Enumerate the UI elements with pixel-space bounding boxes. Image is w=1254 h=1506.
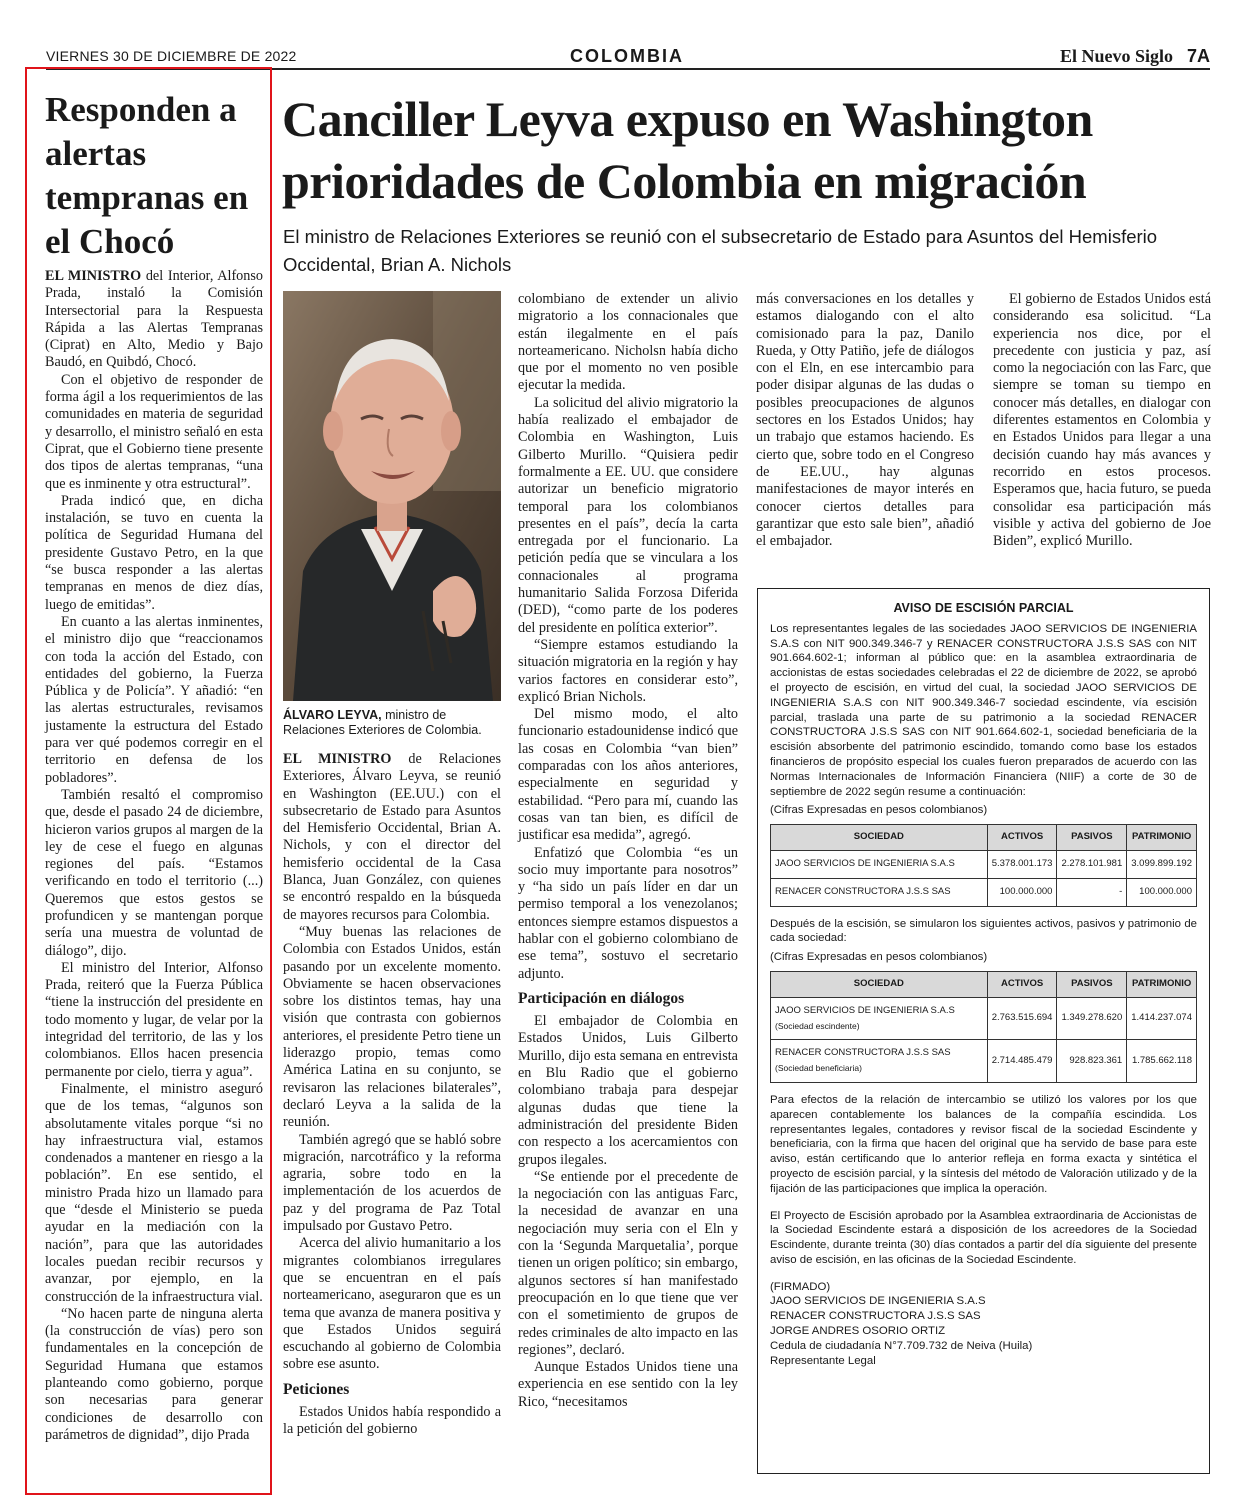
paragraph: “Muy buenas las relaciones de Colombia con Estados Unidos, están pasando por un excelente momento. Obviamente se hacen observaciones sobre los distintos temas, hay una visión que contrasta con gobiernos anteriores, el presidente Petro tiene un liderazgo propio, temas como América Latina en su conjunto, se revisaron las relaciones bilaterales”, declaró Leyva a la salida de la reunión. — [283, 923, 501, 1131]
company-name: RENACER CONSTRUCTORA J.S.S SAS — [775, 1047, 951, 1059]
section-title: COLOMBIA — [570, 46, 684, 66]
paragraph: “Se entiende por el precedente de la negociación con las antiguas Farc, la necesidad de avanzar en una negociación muy seria con el Eln y con la ‘Segunda Marquetalia’, porque tienen un origen político; sin embargo, algunos sectores sí han manifestado preocupación en lo que tiene que ver con el sometimiento de grupos de redes criminales de alto impacto en las regiones”, declaró. — [518, 1168, 738, 1358]
paragraph: “No hacen parte de ninguna alerta (la construcción de vías) pero son fundamentales en la concepción de Seguridad Humana que estamos planteando como gobierno, porque son necesarias para generar condiciones de desarrollo con parámetros de dignidad”, dijo Prada — [45, 1305, 263, 1443]
table-row — [771, 878, 1197, 906]
table-cell: 3.099.899.192 — [1127, 850, 1197, 878]
subheading-peticiones: Peticiones — [283, 1380, 350, 1398]
table-cell: 1.349.278.620 — [1057, 997, 1127, 1040]
table-header: PATRIMONIO — [1127, 825, 1197, 851]
paragraph: Enfatizó que Colombia “es un socio muy importante para nosotros” y “ha sido un país líder en dar un permiso temporal a los venezolanos; entonces siempre estamos dispuestos a hablar con el gobierno colombiano de ese tema”, sostuvo el secretario adjunto. — [518, 844, 738, 982]
paragraph: La solicitud del alivio migratorio la había realizado el embajador de Colombia en Washington, Luis Gilberto Murillo. “Quisiera pedir formalmente a EE. UU. que considere autorizar un beneficio migratorio temporal para los colombianos presentes en el país”, decía la carta entregada por el funcionario. La petición pedía que se vinculara a los connacionales al programa humanitario Salida Forzosa Diferida (DED), “como parte de los poderes del presidente en política exterior”. — [518, 394, 738, 636]
paragraph: También resaltó el compromiso que, desde el pasado 24 de diciembre, hicieron varios grupos al margen de la ley de cese el fuego en algunas regiones del país. “Estamos verificando en todo el territorio (...) Queremos que estos gestos se profundicen y se mantengan porque sería una muestra de voluntad de diálogo”, dijo. — [45, 786, 263, 959]
signature-line: Cedula de ciudadanía N°7.709.732 de Neiva (Huila) — [770, 1339, 1033, 1352]
table-row — [771, 1040, 1197, 1083]
paragraph: El ministro del Interior, Alfonso Prada, reiteró que la Fuerza Pública “tiene la instrucción del presidente en todo momento y lugar, de velar por la integridad del territorio, de las y los colombianos. Ellos hacen presencia permanente por cielo, tierra y agua”. — [45, 959, 263, 1080]
spacer — [770, 1268, 1197, 1280]
left-article-lead — [45, 268, 263, 372]
table-cell: 2.278.101.981 — [1057, 850, 1127, 878]
table-header: PATRIMONIO — [1127, 971, 1197, 997]
paragraph: Aunque Estados Unidos tiene una experiencia en ese sentido con la ley Rico, “necesitamos — [518, 1359, 738, 1410]
main-col-2 — [518, 291, 738, 1411]
lead-text: de Relaciones Exteriores, Álvaro Leyva, se reunió en Washington (EE.UU.) con el subsecretario de Estado para Asuntos del Hemisferio Occidental, Brian A. Nichols, y con el director del hemisferio occidental de la Casa Blanca, Juan González, con quienes se encontró respaldo en la búsqueda de mayores recursos para Colombia. — [283, 751, 501, 923]
signature-line: Representante Legal — [770, 1354, 876, 1367]
page-number: 7A — [1186, 46, 1210, 66]
table-cell: 5.378.001.173 — [987, 850, 1057, 878]
photo-caption — [283, 708, 501, 738]
main-subhead: El ministro de Relaciones Exteriores se reunió con el subsecretario de Estado para Asuntos del Hemisferio Occidental, Brian A. Nichols — [283, 226, 1158, 275]
table-cell: 2.763.515.694 — [987, 997, 1057, 1040]
signature-line: (FIRMADO) — [770, 1280, 831, 1293]
table-header-row — [771, 971, 1197, 997]
notice-signature — [770, 1280, 1197, 1369]
caption-text: ministro de Relaciones Exteriores de Colombia. — [283, 708, 482, 737]
paragraph: Acerca del alivio humanitario a los migrantes colombianos irregulares que se encuentran en el país norteamericano, aseguraron que es un tema que avanza de manera positiva y que Estados Unidos seguirá escuchando al gobierno de Colombia sobre ese asunto. — [283, 1235, 501, 1373]
table-cell: 100.000.000 — [1127, 878, 1197, 906]
table-cell: JAOO SERVICIOS DE INGENIERIA S.A.S — [771, 850, 988, 878]
paragraph: Con el objetivo de responder de forma ágil a los requerimientos de las comunidades en materia de seguridad y desarrollo, el ministro señaló en esta Ciprat, que el Gobierno tiene presente dos tipos de alertas tempranas, “una que es inminente y otra estructural”. — [45, 371, 263, 492]
company-role: (Sociedad escindente) — [775, 1020, 860, 1031]
table-header: PASIVOS — [1057, 971, 1127, 997]
notice-cifras: (Cifras Expresadas en pesos colombianos) — [770, 804, 988, 817]
notice-efectos: Para efectos de la relación de intercambio se utilizó los valores por los que aparecen contablemente los balances de la compañía escindida. Los representantes legales, contadores y revisor fiscal de la sociedad Escindente y beneficiaria, con la firma que hacen del original que ha servido de base para este aviso, están certificando que lo anterior refleja en forma exacta y sintética el proyecto de escisión parcial, y la síntesis del método de Valoración utilizado y de la fijación de las participaciones que implica la operación. — [770, 1093, 1197, 1195]
table-header-row — [771, 825, 1197, 851]
company-role: (Sociedad beneficiaria) — [775, 1063, 862, 1074]
left-article-headline: Responden a alertas tempranas en el Chocó — [45, 90, 249, 261]
main-col-4 — [993, 291, 1211, 550]
table-cell — [771, 997, 988, 1040]
notice-cifras-2: (Cifras Expresadas en pesos colombianos) — [770, 951, 988, 964]
table-cell: 2.714.485.479 — [987, 1040, 1057, 1083]
table-header: ACTIVOS — [987, 971, 1057, 997]
portrait-illustration — [283, 291, 501, 701]
left-article-body — [45, 268, 263, 1444]
table-row — [771, 997, 1197, 1040]
subheading-participacion: Participación en diálogos — [518, 989, 685, 1007]
paragraph: En cuanto a las alertas inminentes, el ministro dijo que “reaccionamos con toda la acción del Estado, con entidades del gobierno, la Fuerza Pública y de Policía”. Y añadió: “en las alertas estructurales, revisamos justamente la estructura del Estado para ver qué podemos corregir en el territorio en defensa de los pobladores”. — [45, 613, 263, 786]
table-cell: 1.785.662.118 — [1127, 1040, 1197, 1083]
main-col-1 — [283, 751, 501, 1439]
table-cell: 928.823.361 — [1057, 1040, 1127, 1083]
notice-title: AVISO DE ESCISIÓN PARCIAL — [893, 601, 1074, 615]
table-cell: 100.000.000 — [987, 878, 1057, 906]
paragraph: más conversaciones en los detalles y estamos dialogando con el alto comisionado para la paz, Danilo Rueda, y Otty Patiño, jefe de diálogos con el Eln, en ese intercambio para poder disipar algunas de las dudas o posibles preocupaciones de algunos sectores en los Estados Unidos; hay un trabajo que estamos haciendo. Es cierto que, sobre todo en el Congreso de EE.UU., hay algunas manifestaciones de mayor interés en conocer ciertos detalles para garantizar que esto sale bien”, añadió el embajador. — [756, 291, 974, 550]
lead-text: del Interior, Alfonso Prada, instaló la Comisión Intersectorial para la Respuesta Rápida a las Alertas Tempranas (Ciprat) en Alto, Medio y Bajo Baudó, en Quibdó, Chocó. — [45, 268, 263, 371]
table-header: ACTIVOS — [987, 825, 1057, 851]
paragraph: Estados Unidos había respondido a la petición del gobierno — [283, 1403, 501, 1438]
notice-proyecto: El Proyecto de Escisión aprobado por la Asamblea extraordinaria de Accionistas de la Sociedad Escindente estará a disposición de los acreedores de la Sociedad Escindente, durante treinta (30) días contados a partir del día siguiente del presente aviso de escisión, en las oficinas de la Sociedad Escindente. — [770, 1209, 1197, 1266]
paragraph: colombiano de extender un alivio migratorio a los connacionales que están ilegalmente en el país norteamericano. Nicholsn había dicho que por el momento no ven posible ejecutar la medida. — [518, 291, 738, 394]
notice-table-after — [770, 971, 1197, 1083]
signature-line: JORGE ANDRES OSORIO ORTIZ — [770, 1325, 946, 1338]
signature-line: RENACER CONSTRUCTORA J.S.S SAS — [770, 1310, 981, 1323]
photo-alvaro-leyva — [283, 291, 501, 701]
lead-bold: EL MINISTRO — [45, 268, 142, 284]
paragraph: Finalmente, el ministro aseguró que de los temas, “algunos son absolutamente vitales porque “si no hay infraestructura vial, estamos condenados a mantener en riesgo a la población”. En ese sentido, el ministro Prada hizo un llamado para que “desde el Ministerio se pueda ayudar en la mediación con la nación”, para que las autoridades locales puedan recibir recursos y avanzar, por ejemplo, en la construcción de la infraestructura vial. — [45, 1080, 263, 1305]
company-name: JAOO SERVICIOS DE INGENIERIA S.A.S — [775, 1004, 955, 1016]
signature-line: JAOO SERVICIOS DE INGENIERIA S.A.S — [770, 1295, 986, 1308]
legal-notice-box — [757, 588, 1210, 1474]
notice-table-before — [770, 824, 1197, 906]
table-cell: RENACER CONSTRUCTORA J.S.S SAS — [771, 878, 988, 906]
table-cell — [771, 1040, 988, 1083]
table-header: SOCIEDAD — [771, 825, 988, 851]
paragraph: “Siempre estamos estudiando la situación migratoria en la región y hay varios factores en considerar esto”, explicó Brian Nichols. — [518, 636, 738, 705]
paragraph: También agregó que se habló sobre migración, narcotráfico y la reforma agraria, sobre todo en la implementación de los acuerdos de paz y del programa de Paz Total impulsado por Gustavo Petro. — [283, 1131, 501, 1235]
main-headline: Canciller Leyva expuso en Washington prioridades de Colombia en migración — [282, 91, 1093, 209]
lead-bold: EL MINISTRO — [283, 751, 392, 767]
table-header: SOCIEDAD — [771, 971, 988, 997]
paragraph: El gobierno de Estados Unidos está considerando esa solicitud. “La experiencia nos dice, por el precedente con justicia y paz, así como la negociación con las Farc, que siempre se toman su tiempo en conocer más detalles, en dialogar con diferentes estamentos en Colombia y en Estados Unidos para llegar a una decisión cuando hay más avances y recorrido en estos procesos. Esperamos que, hacia futuro, se pueda consolidar esa participación más visible y activa del gobierno de Joe Biden”, explicó Murillo. — [993, 291, 1211, 550]
masthead — [1060, 46, 1210, 67]
paper-name: El Nuevo Siglo — [1059, 46, 1173, 66]
caption-name: ÁLVARO LEYVA, — [283, 708, 382, 722]
main-col-3 — [756, 291, 974, 550]
paragraph: Del mismo modo, el alto funcionario estadounidense indicó que las cosas en Colombia “van bien” comparadas con los años anteriores, especialmente en seguridad y estabilidad. “Pero para mí, cuando las cosas van tan bien, es difícil de justificar esa medida”, agregó. — [518, 706, 738, 844]
paragraph: El embajador de Colombia en Estados Unidos, Luis Gilberto Murillo, dijo esta semana en entrevista en Blu Radio que el gobierno colombiano trabaja para despejar algunas dudas que tiene la administración del presidente Biden con respecto a los acercamientos con grupos ilegales. — [518, 1013, 738, 1168]
table-row — [771, 850, 1197, 878]
spacer — [770, 1197, 1197, 1209]
notice-intro: Los representantes legales de las sociedades JAOO SERVICIOS DE INGENIERIA S.A.S con NIT 900.349.346-7 y RENACER CONSTRUCTORA J.S.S SAS con NIT 901.664.602-1; informan al público que: en la asamblea extraordinaria de accionistas de estas sociedades celebradas el 22 de diciembre de 2022, se aprobó el proyecto de escisión, en virtud del cual, la sociedad JAOO SERVICIOS DE INGENIERIA S.A.S con NIT 900.349.346-7 sociedad escindente, vía escisión parcial, traslada una parte de su patrimonio a la sociedad RENACER CONSTRUCTORA J.S.S SAS con NIT 901.664.602-1, sociedad beneficiaria de la escisión absorbente del patrimonio escindido, tomando como base los estados financieros de propósito especial los cuales fueron preparados de acuerdo con las Normas Internacionales de Información Financiera (NIIF) a corte de 30 de septiembre de 2022 según resume a continuación: — [770, 622, 1197, 798]
table-cell: - — [1057, 878, 1127, 906]
main-lead — [283, 751, 501, 924]
table-header: PASIVOS — [1057, 825, 1127, 851]
paragraph: Prada indicó que, en dicha instalación, se tuvo en cuenta la política de Seguridad Humana del presidente Gustavo Petro, en la que “se busca responder a las alertas tempranas en menos de diez días, luego de emitidas”. — [45, 492, 263, 613]
page-date: VIERNES 30 DE DICIEMBRE DE 2022 — [46, 48, 297, 64]
table-cell: 1.414.237.074 — [1127, 997, 1197, 1040]
notice-middle: Después de la escisión, se simularon los siguientes activos, pasivos y patrimonio de cada sociedad: — [770, 917, 1197, 945]
